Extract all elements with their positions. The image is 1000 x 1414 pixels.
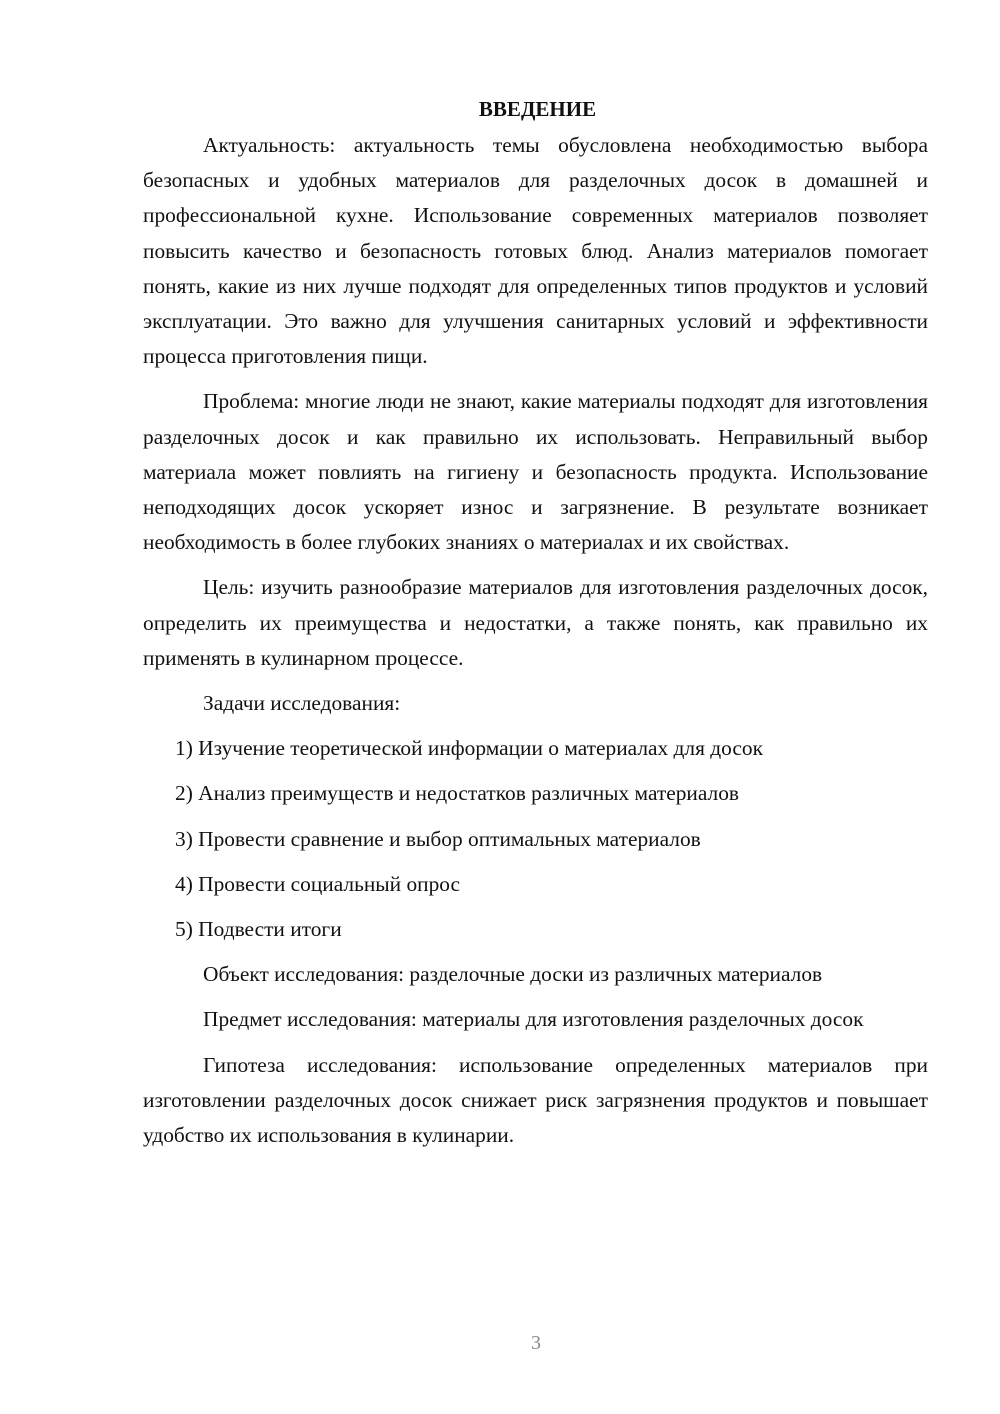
task-item: 4) Провести социальный опрос — [175, 871, 461, 896]
task-item: 2) Анализ преимуществ и недостатков различных материалов — [175, 781, 740, 806]
page-number: 3 — [531, 1332, 541, 1354]
research-subject: Предмет исследования: материалы для изготовления разделочных досок — [203, 1007, 864, 1032]
task-item: 5) Подвести итоги — [175, 917, 342, 942]
relevance-paragraph: Актуальность: актуальность темы обусловлена необходимостью выбора безопасных и удобных материалов для разделочных досок в домашней и профессиональной кухне. Использование современных материалов позволяет повысить качество и безопасность готовых блюд. Анализ материалов помогает понять, какие из них лучше подходят для определенных типов продуктов и условий эксплуатации. Это важно для улучшения санитарных условий и эффективности процесса приготовления пищи. — [143, 133, 928, 369]
research-hypothesis: Гипотеза исследования: использование определенных материалов при изготовлении разделочных досок снижает риск загрязнения продуктов и повышает удобство их использования в кулинарии. — [143, 1052, 928, 1148]
tasks-heading: Задачи исследования: — [203, 691, 401, 716]
page-title: ВВЕДЕНИЕ — [478, 97, 597, 121]
goal-paragraph: Цель: изучить разнообразие материалов для изготовления разделочных досок, определить их преимущества и недостатки, а также понять, как правильно их применять в кулинарном процессе. — [143, 575, 928, 670]
document-page — [143, 92, 928, 1163]
problem-paragraph: Проблема: многие люди не знают, какие материалы подходят для изготовления разделочных досок и как правильно их использовать. Неправильный выбор материала может повлиять на гигиену и безопасность продукта. Использование неподходящих досок ускоряет износ и загрязнение. В результате возникает необходимость в более глубоких знаниях о материалах и их свойствах. — [143, 389, 928, 555]
research-object: Объект исследования: разделочные доски из различных материалов — [203, 962, 823, 987]
tasks-list — [143, 731, 928, 947]
task-item: 1) Изучение теоретической информации о материалах для досок — [175, 736, 763, 761]
task-item: 3) Провести сравнение и выбор оптимальных материалов — [175, 826, 701, 851]
